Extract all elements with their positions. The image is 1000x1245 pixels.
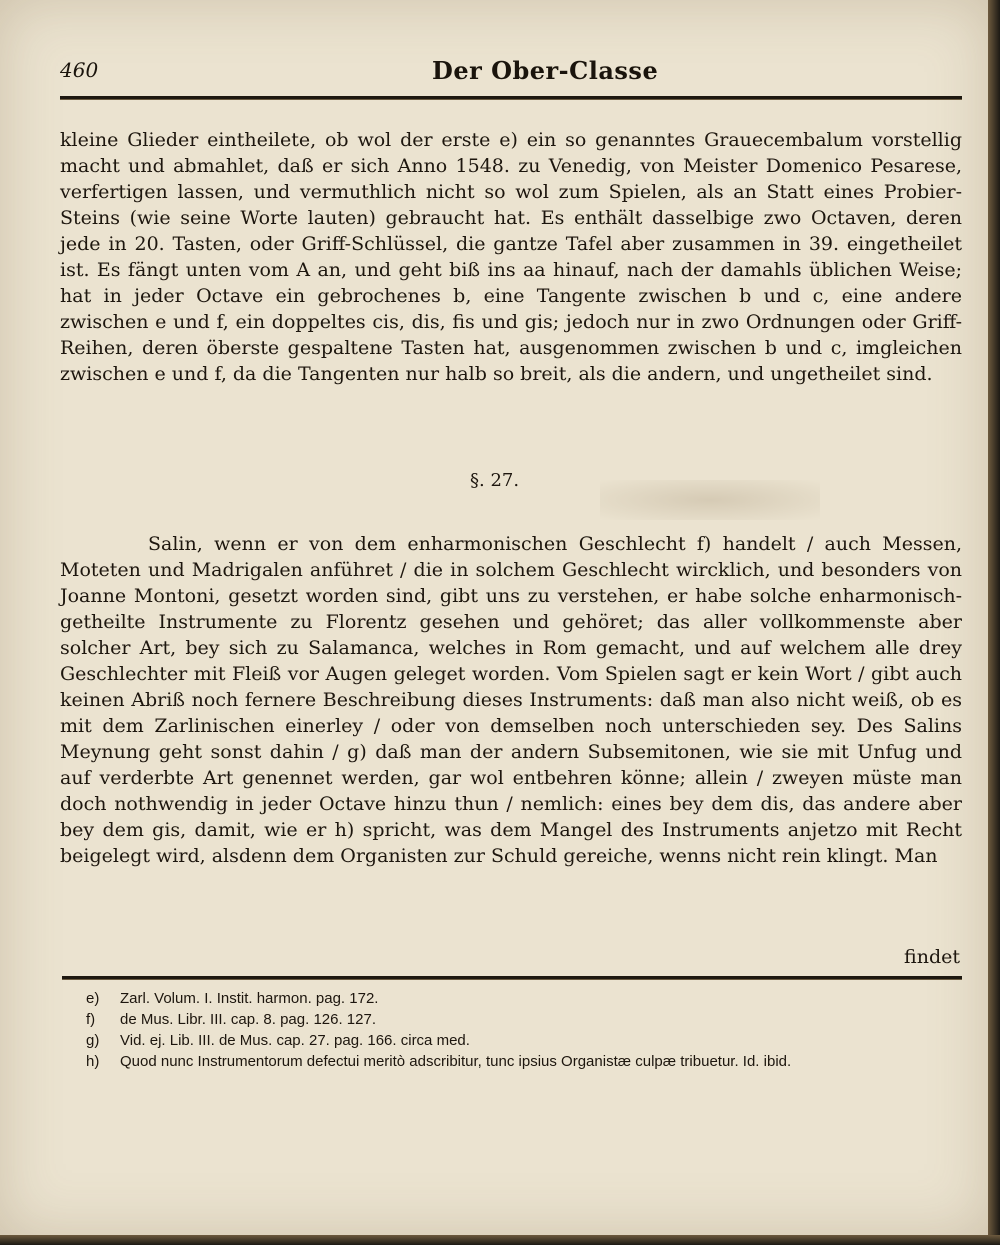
footnote-text: Zarl. Volum. I. Instit. harmon. pag. 172. — [120, 990, 379, 1007]
paper-stain — [600, 480, 820, 520]
page-number: 460 — [60, 58, 99, 82]
running-title: Der Ober-Classe — [432, 56, 659, 85]
page-header — [60, 56, 962, 94]
paragraph-1: kleine Glieder eintheilete, ob wol der erste e) ein so genanntes Grauecembalum vorstellig macht und abmahlet, daß er sich Anno 1548. zu Venedig, von Meister Domenico Pesarese, verfertigen lassen, und vermuthlich nicht so wol zum Spielen, als an Statt eines Probier-Steins (wie seine Worte lauten) gebraucht hat. Es enthält dasselbige zwo Octaven, deren jede in 20. Tasten, oder Griff-Schlüssel, die gantze Tafel aber zusammen in 39. eingetheilet ist. Es fängt unten vom A an, und geht biß ins aa hinauf, nach der damahls üblichen Weise; hat in jeder Octave ein gebrochenes b, eine Tangente zwischen b und c, eine andere zwischen e und f, ein doppeltes cis, dis, fis und gis; jedoch nur in zwo Ordnungen oder Griff-Reihen, deren öberste gespaltene Tasten hat, ausgenommen zwischen b und c, imgleichen zwischen e und f, da die Tangenten nur halb so breit, als die andern, und ungetheilet sind. — [60, 129, 962, 385]
footnote-f — [86, 1009, 950, 1030]
page-edge-shadow — [988, 0, 1000, 1245]
footnote-e — [86, 988, 950, 1009]
page-bottom-shadow — [0, 1235, 1000, 1245]
footnote-mark: g) — [86, 1032, 100, 1049]
footnote-g — [86, 1030, 950, 1051]
footnote-mark: f) — [86, 1011, 96, 1028]
catchword: findet — [904, 946, 960, 968]
footnote-rule — [62, 976, 962, 980]
footnotes — [86, 988, 950, 1072]
footnote-h — [86, 1051, 950, 1072]
section-number: §. 27. — [470, 470, 520, 491]
header-rule — [60, 96, 962, 100]
footnote-text: de Mus. Libr. III. cap. 8. pag. 126. 127. — [120, 1011, 376, 1028]
footnote-mark: e) — [86, 990, 100, 1007]
footnote-mark: h) — [86, 1053, 100, 1070]
footnote-text: Vid. ej. Lib. III. de Mus. cap. 27. pag. 166. circa med. — [120, 1032, 470, 1049]
footnote-text: Quod nunc Instrumentorum defectui meritò adscribitur, tunc ipsius Organistæ culpæ tribuetur. Id. ibid. — [120, 1053, 792, 1070]
paragraph-2: Salin, wenn er von dem enharmonischen Geschlecht f) handelt / auch Messen, Moteten und Madrigalen anführet / die in solchem Geschlecht wircklich, und besonders von Joanne Montoni, gesetzt worden sind, gibt uns zu verstehen, er habe solche enharmonisch-getheilte Instrumente zu Florentz gesehen und gehöret; das aller vollkommenste aber solcher Art, bey sich zu Salamanca, welches in Rom gemacht, und auf welchem alle drey Geschlechter mit Fleiß vor Augen geleget worden. Vom Spielen sagt er kein Wort / gibt auch keinen Abriß noch fernere Beschreibung dieses Instruments: daß man also nicht weiß, ob es mit dem Zarlinischen einerley / oder von demselben noch unterschieden sey. Des Salins Meynung geht sonst dahin / g) daß man der andern Subsemitonen, wie sie mit Unfug und auf verderbte Art genennet werden, gar wol entbehren könne; allein / zweyen müste man doch nothwendig in jeder Octave hinzu thun / nemlich: eines bey dem dis, das andere aber bey dem gis, damit, wie er h) spricht, was dem Mangel des Instruments anjetzo mit Recht beigelegt wird, alsdenn dem Organisten zur Schuld gereiche, wenns nicht rein klingt. Man — [60, 533, 962, 867]
